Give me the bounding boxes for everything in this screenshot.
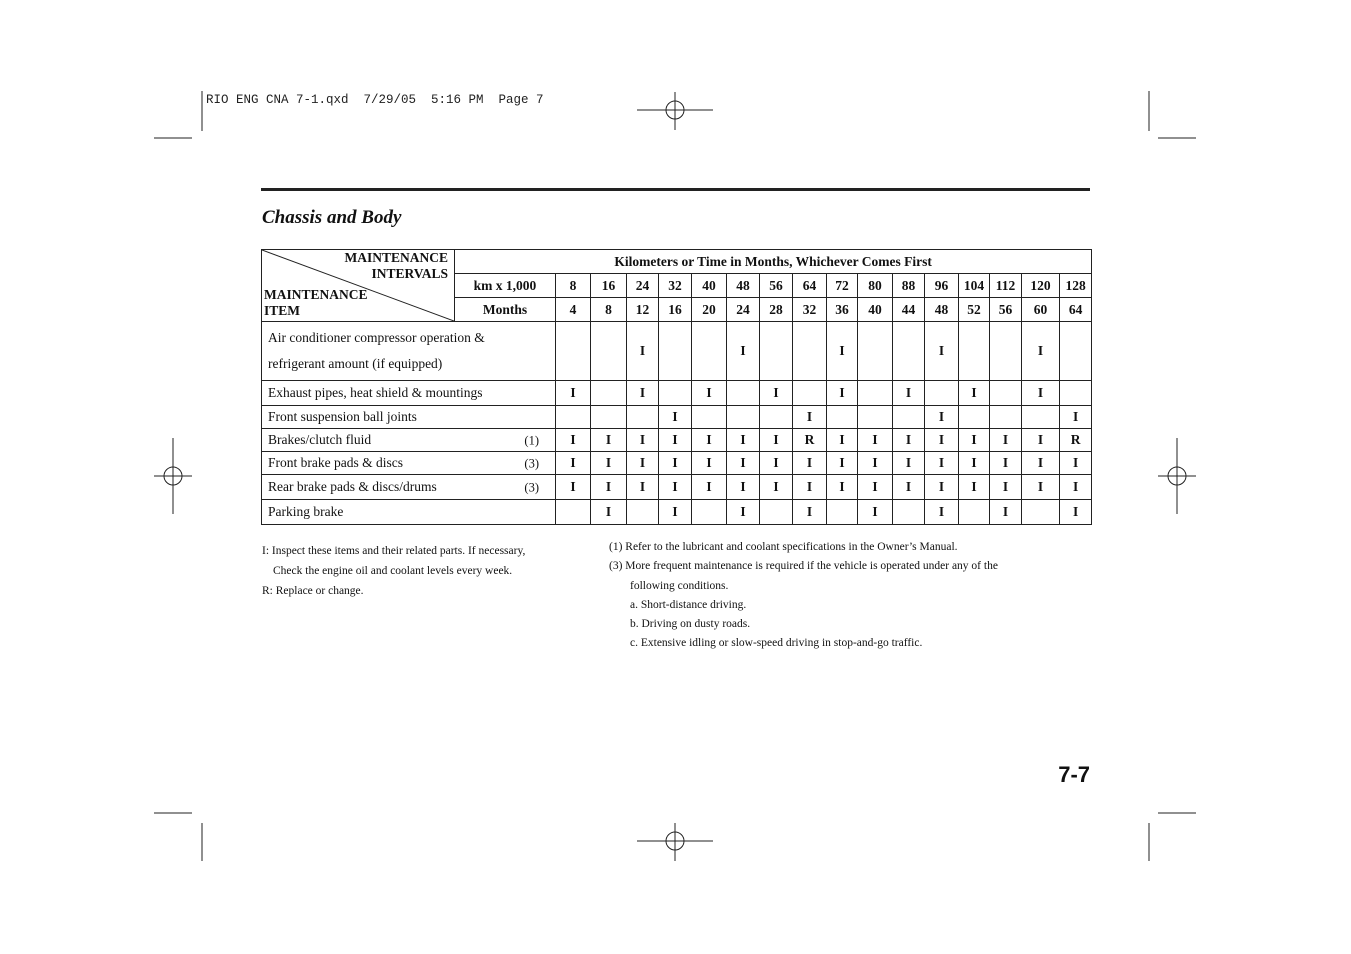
- schedule-mark: I: [727, 500, 760, 525]
- corner-header-cell: [262, 250, 455, 322]
- item-footnote-ref: (1): [524, 433, 539, 448]
- schedule-mark: [793, 322, 827, 381]
- schedule-mark: I: [627, 452, 659, 475]
- schedule-mark: [858, 381, 893, 406]
- schedule-mark: I: [556, 429, 591, 452]
- item-label: Parking brake: [268, 504, 344, 519]
- footnote-3: (3) More frequent maintenance is required if the vehicle is operated under any of the: [609, 560, 998, 573]
- km-interval-cell: 104: [959, 274, 990, 298]
- schedule-mark: I: [1022, 429, 1060, 452]
- months-interval-cell: 56: [990, 298, 1022, 322]
- corner-item-label: MAINTENANCE ITEM: [264, 287, 368, 318]
- footnotes: [609, 538, 998, 654]
- schedule-mark: I: [692, 381, 727, 406]
- schedule-mark: I: [627, 381, 659, 406]
- maintenance-item: [262, 452, 556, 475]
- schedule-mark: [692, 500, 727, 525]
- schedule-mark: I: [858, 500, 893, 525]
- item-footnote-ref: (3): [524, 480, 539, 495]
- schedule-mark: [591, 322, 627, 381]
- schedule-mark: I: [760, 475, 793, 500]
- schedule-mark: I: [727, 322, 760, 381]
- months-interval-cell: 48: [925, 298, 959, 322]
- schedule-mark: [858, 322, 893, 381]
- condition-c: c. Extensive idling or slow-speed driving in stop-and-go traffic.: [630, 637, 923, 650]
- schedule-mark: I: [959, 475, 990, 500]
- km-interval-cell: 72: [827, 274, 858, 298]
- schedule-mark: I: [959, 381, 990, 406]
- schedule-mark: I: [692, 475, 727, 500]
- maintenance-item: [262, 500, 556, 525]
- page-number: 7-7: [1058, 762, 1090, 787]
- schedule-mark: I: [827, 429, 858, 452]
- schedule-mark: [827, 406, 858, 429]
- table-row: [262, 429, 1092, 452]
- schedule-mark: I: [793, 452, 827, 475]
- months-interval-cell: 20: [692, 298, 727, 322]
- months-interval-cell: 32: [793, 298, 827, 322]
- schedule-mark: I: [858, 429, 893, 452]
- months-interval-cell: 40: [858, 298, 893, 322]
- schedule-mark: [990, 381, 1022, 406]
- schedule-mark: [692, 322, 727, 381]
- maintenance-item: [262, 429, 556, 452]
- months-interval-cell: 64: [1060, 298, 1092, 322]
- schedule-mark: [591, 381, 627, 406]
- km-interval-cell: 16: [591, 274, 627, 298]
- schedule-mark: I: [692, 429, 727, 452]
- schedule-mark: [591, 406, 627, 429]
- months-interval-cell: 52: [959, 298, 990, 322]
- schedule-mark: I: [591, 475, 627, 500]
- schedule-mark: I: [760, 381, 793, 406]
- schedule-mark: I: [858, 475, 893, 500]
- schedule-mark: [659, 322, 692, 381]
- schedule-mark: [760, 500, 793, 525]
- months-interval-cell: 24: [727, 298, 760, 322]
- schedule-mark: [727, 381, 760, 406]
- months-interval-cell: 36: [827, 298, 858, 322]
- schedule-mark: [990, 322, 1022, 381]
- schedule-mark: [1022, 406, 1060, 429]
- schedule-mark: I: [990, 429, 1022, 452]
- schedule-mark: I: [793, 475, 827, 500]
- schedule-mark: [1060, 322, 1092, 381]
- schedule-mark: I: [627, 429, 659, 452]
- table-row: [262, 381, 1092, 406]
- schedule-mark: [925, 381, 959, 406]
- km-label: km x 1,000: [455, 274, 556, 298]
- schedule-mark: I: [990, 500, 1022, 525]
- km-interval-cell: 64: [793, 274, 827, 298]
- schedule-mark: [727, 406, 760, 429]
- maintenance-item: [262, 322, 556, 381]
- printer-slug: RIO ENG CNA 7-1.qxd 7/29/05 5:16 PM Page 7: [206, 93, 544, 107]
- schedule-mark: I: [858, 452, 893, 475]
- schedule-mark: I: [760, 452, 793, 475]
- item-label: Front suspension ball joints: [268, 409, 417, 424]
- schedule-mark: [627, 406, 659, 429]
- schedule-mark: R: [1060, 429, 1092, 452]
- km-interval-cell: 32: [659, 274, 692, 298]
- section-title: Chassis and Body: [262, 207, 402, 228]
- item-label: Front brake pads & discs: [268, 455, 403, 470]
- schedule-mark: I: [627, 475, 659, 500]
- footnote-1: (1) Refer to the lubricant and coolant specifications in the Owner’s Manual.: [609, 541, 958, 553]
- item-label: Rear brake pads & discs/drums: [268, 479, 437, 494]
- schedule-mark: I: [760, 429, 793, 452]
- legend: [262, 541, 525, 601]
- schedule-mark: I: [793, 406, 827, 429]
- maintenance-item: [262, 381, 556, 406]
- months-interval-cell: 12: [627, 298, 659, 322]
- corner-intervals-label: MAINTENANCE INTERVALS: [344, 250, 448, 281]
- schedule-mark: [959, 322, 990, 381]
- schedule-mark: I: [990, 452, 1022, 475]
- schedule-mark: [827, 500, 858, 525]
- schedule-mark: I: [727, 429, 760, 452]
- footnote-3-cont: following conditions.: [630, 579, 729, 592]
- schedule-mark: I: [727, 452, 760, 475]
- maintenance-item: [262, 475, 556, 500]
- schedule-mark: I: [925, 406, 959, 429]
- months-interval-cell: 60: [1022, 298, 1060, 322]
- schedule-mark: I: [556, 475, 591, 500]
- schedule-mark: [760, 406, 793, 429]
- table-row: [262, 452, 1092, 475]
- schedule-mark: [556, 406, 591, 429]
- schedule-mark: [858, 406, 893, 429]
- months-interval-cell: 44: [893, 298, 925, 322]
- km-interval-cell: 120: [1022, 274, 1060, 298]
- schedule-mark: I: [556, 381, 591, 406]
- km-interval-cell: 112: [990, 274, 1022, 298]
- schedule-mark: I: [591, 429, 627, 452]
- schedule-mark: I: [627, 322, 659, 381]
- item-footnote-ref: (3): [524, 456, 539, 471]
- schedule-mark: I: [1060, 475, 1092, 500]
- schedule-mark: I: [827, 452, 858, 475]
- schedule-mark: [793, 381, 827, 406]
- maintenance-item: [262, 406, 556, 429]
- schedule-mark: [893, 406, 925, 429]
- schedule-mark: I: [925, 475, 959, 500]
- schedule-mark: I: [959, 429, 990, 452]
- schedule-mark: I: [827, 381, 858, 406]
- schedule-mark: I: [1022, 475, 1060, 500]
- schedule-mark: [659, 381, 692, 406]
- schedule-mark: R: [793, 429, 827, 452]
- schedule-mark: I: [893, 475, 925, 500]
- months-label: Months: [455, 298, 556, 322]
- legend-inspect-line1: I: Inspect these items and their related parts. If necessary,: [262, 545, 526, 557]
- item-label: Exhaust pipes, heat shield & mountings: [268, 385, 483, 400]
- maintenance-schedule-table: [261, 249, 1092, 525]
- schedule-mark: [1060, 381, 1092, 406]
- schedule-mark: [893, 322, 925, 381]
- schedule-mark: I: [893, 429, 925, 452]
- schedule-mark: I: [1060, 500, 1092, 525]
- schedule-mark: [556, 500, 591, 525]
- schedule-mark: I: [827, 475, 858, 500]
- table-row: [262, 475, 1092, 500]
- schedule-mark: I: [827, 322, 858, 381]
- table-row: [262, 500, 1092, 525]
- schedule-mark: I: [659, 500, 692, 525]
- schedule-mark: I: [1060, 452, 1092, 475]
- km-interval-cell: 40: [692, 274, 727, 298]
- months-interval-cell: 16: [659, 298, 692, 322]
- schedule-mark: [959, 500, 990, 525]
- km-interval-cell: 8: [556, 274, 591, 298]
- schedule-mark: I: [925, 452, 959, 475]
- km-interval-cell: 88: [893, 274, 925, 298]
- schedule-mark: I: [1022, 322, 1060, 381]
- months-interval-cell: 4: [556, 298, 591, 322]
- item-label: Brakes/clutch fluid: [268, 432, 372, 447]
- schedule-mark: [893, 500, 925, 525]
- legend-inspect-line2: Check the engine oil and coolant levels every week.: [273, 565, 513, 577]
- schedule-mark: I: [659, 475, 692, 500]
- schedule-mark: I: [1022, 452, 1060, 475]
- schedule-mark: I: [959, 452, 990, 475]
- schedule-mark: I: [925, 500, 959, 525]
- schedule-mark: [760, 322, 793, 381]
- schedule-mark: I: [990, 475, 1022, 500]
- item-label-cont: refrigerant amount (if equipped): [268, 356, 443, 371]
- schedule-mark: I: [659, 429, 692, 452]
- km-interval-cell: 128: [1060, 274, 1092, 298]
- legend-replace: R: Replace or change.: [262, 585, 364, 597]
- schedule-mark: [556, 322, 591, 381]
- schedule-mark: I: [659, 452, 692, 475]
- condition-a: a. Short-distance driving.: [630, 598, 747, 611]
- schedule-mark: [959, 406, 990, 429]
- schedule-mark: [990, 406, 1022, 429]
- schedule-mark: I: [793, 500, 827, 525]
- schedule-mark: I: [659, 406, 692, 429]
- table-row: [262, 406, 1092, 429]
- km-interval-cell: 80: [858, 274, 893, 298]
- header-rule: [261, 188, 1090, 191]
- months-interval-cell: 8: [591, 298, 627, 322]
- item-label: Air conditioner compressor operation &: [268, 330, 485, 345]
- schedule-mark: [1022, 500, 1060, 525]
- schedule-mark: I: [556, 452, 591, 475]
- schedule-mark: [692, 406, 727, 429]
- condition-b: b. Driving on dusty roads.: [630, 618, 751, 631]
- km-interval-cell: 56: [760, 274, 793, 298]
- table-row: [262, 322, 1092, 381]
- schedule-mark: [627, 500, 659, 525]
- interval-header-title: Kilometers or Time in Months, Whichever Comes First: [455, 250, 1092, 274]
- schedule-mark: I: [925, 322, 959, 381]
- km-interval-cell: 96: [925, 274, 959, 298]
- schedule-mark: I: [1060, 406, 1092, 429]
- schedule-mark: I: [893, 452, 925, 475]
- schedule-mark: I: [925, 429, 959, 452]
- schedule-mark: I: [1022, 381, 1060, 406]
- km-interval-cell: 24: [627, 274, 659, 298]
- schedule-mark: I: [893, 381, 925, 406]
- schedule-mark: I: [591, 452, 627, 475]
- schedule-mark: I: [727, 475, 760, 500]
- schedule-mark: I: [591, 500, 627, 525]
- schedule-mark: I: [692, 452, 727, 475]
- months-interval-cell: 28: [760, 298, 793, 322]
- km-interval-cell: 48: [727, 274, 760, 298]
